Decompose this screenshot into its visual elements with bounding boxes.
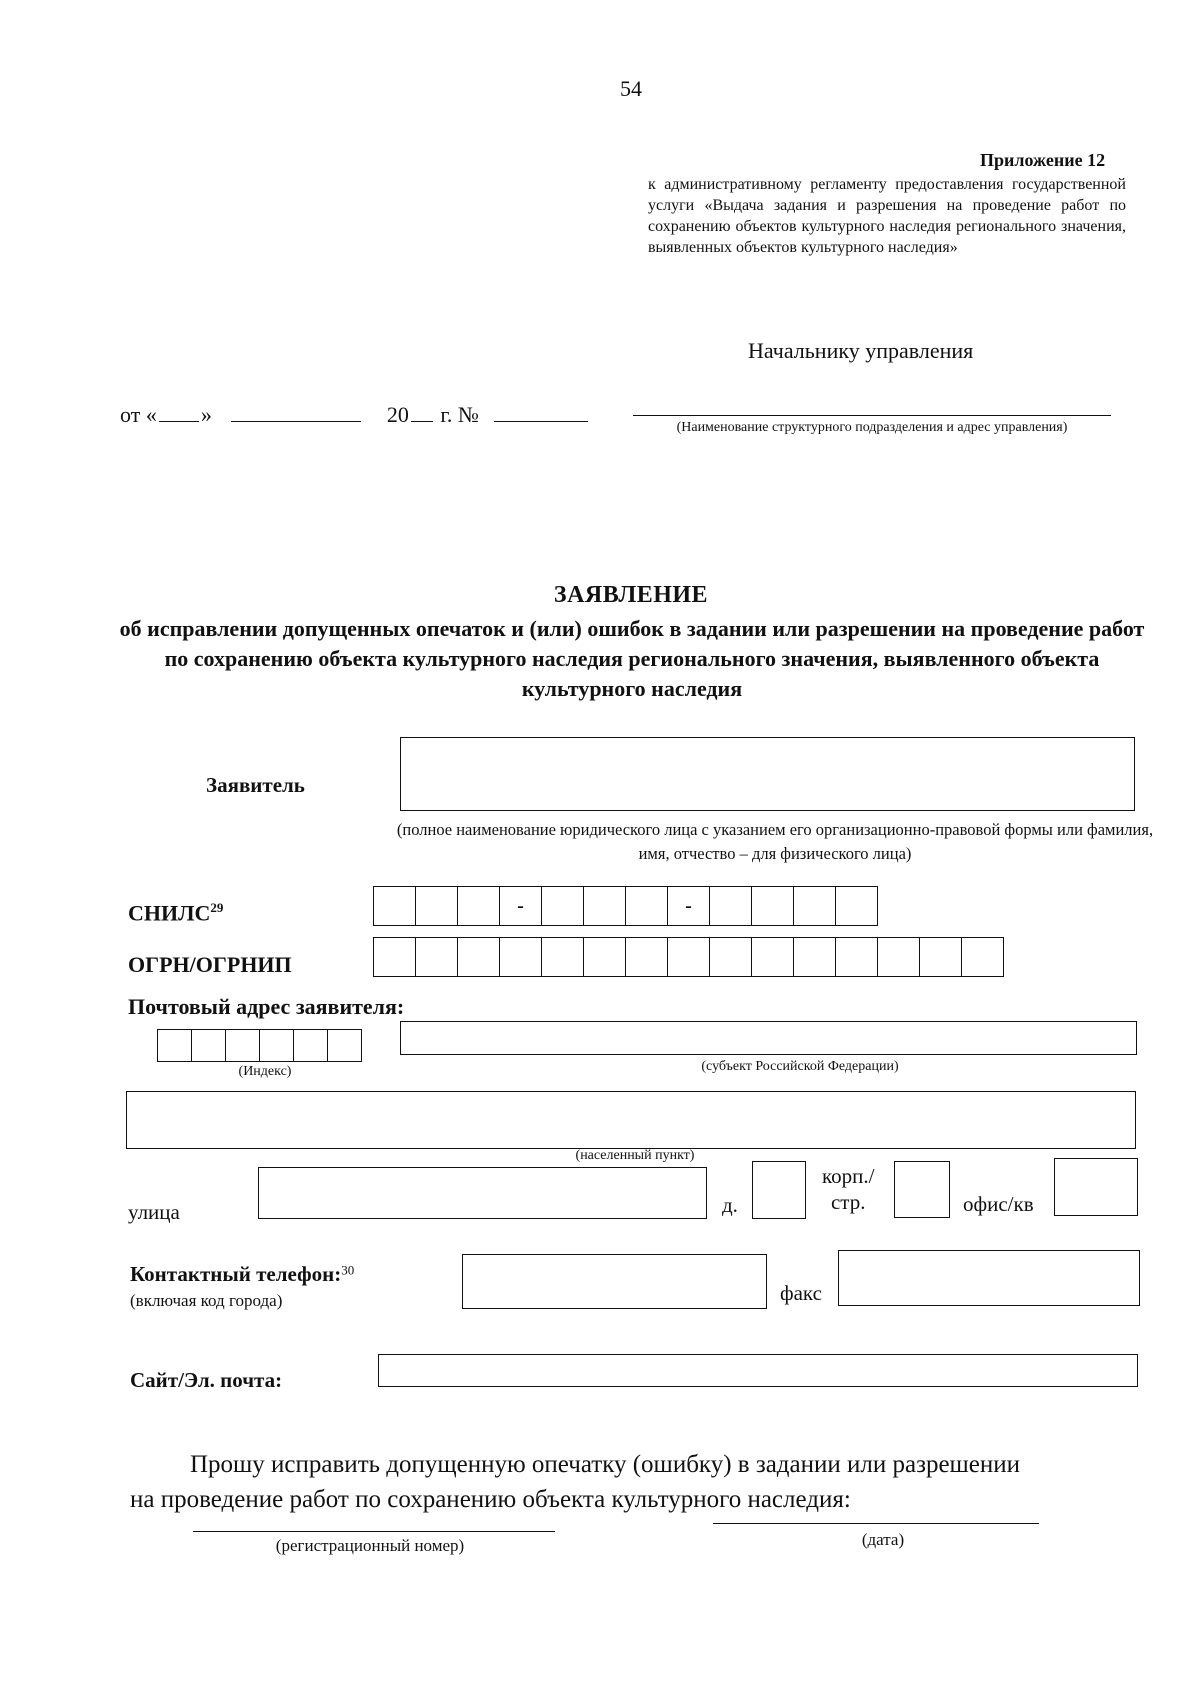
date-close-quote: » bbox=[200, 402, 212, 427]
postal-index-cell[interactable] bbox=[328, 1030, 361, 1061]
ogrn-cell[interactable] bbox=[416, 938, 458, 976]
postal-index-cell[interactable] bbox=[192, 1030, 226, 1061]
ogrn-cell[interactable] bbox=[752, 938, 794, 976]
street-label: улица bbox=[128, 1200, 180, 1224]
snils-cell[interactable] bbox=[374, 887, 416, 925]
ogrn-cell[interactable] bbox=[500, 938, 542, 976]
request-line-1: Прошу исправить допущенную опечатку (ошибку) в задании или разрешении bbox=[190, 1451, 1021, 1478]
street-field[interactable] bbox=[258, 1167, 707, 1219]
site-email-label: Сайт/Эл. почта: bbox=[130, 1368, 283, 1392]
snils-cell[interactable] bbox=[584, 887, 626, 925]
date-line bbox=[120, 402, 590, 428]
page-number: 54 bbox=[620, 76, 642, 101]
snils-separator: - bbox=[500, 887, 542, 925]
site-email-field[interactable] bbox=[378, 1354, 1138, 1387]
applicant-field[interactable] bbox=[400, 737, 1135, 811]
office-field[interactable] bbox=[1054, 1158, 1138, 1216]
building-label-line2: стр. bbox=[830, 1190, 866, 1214]
postal-index-cell[interactable] bbox=[294, 1030, 328, 1061]
reg-number-caption: (регистрационный номер) bbox=[275, 1536, 465, 1555]
date-caption: (дата) bbox=[861, 1530, 905, 1549]
doc-number-field[interactable] bbox=[494, 403, 588, 422]
snils-cell[interactable] bbox=[626, 887, 668, 925]
postal-index-cell[interactable] bbox=[226, 1030, 260, 1061]
locality-caption: (населенный пункт) bbox=[575, 1148, 695, 1163]
request-text bbox=[130, 1447, 1140, 1517]
postal-index-caption: (Индекс) bbox=[238, 1064, 292, 1079]
snils-footnote: 29 bbox=[210, 900, 224, 915]
ogrn-field[interactable] bbox=[373, 937, 1004, 977]
phone-field[interactable] bbox=[462, 1254, 767, 1309]
ogrn-cell[interactable] bbox=[962, 938, 1003, 976]
applicant-label: Заявитель bbox=[206, 773, 305, 797]
date-day-field[interactable] bbox=[159, 403, 199, 422]
ogrn-cell[interactable] bbox=[626, 938, 668, 976]
ogrn-cell[interactable] bbox=[374, 938, 416, 976]
ogrn-cell[interactable] bbox=[836, 938, 878, 976]
ogrn-cell[interactable] bbox=[584, 938, 626, 976]
ogrn-cell[interactable] bbox=[794, 938, 836, 976]
locality-field[interactable] bbox=[126, 1091, 1136, 1149]
snils-cell[interactable] bbox=[794, 887, 836, 925]
applicant-caption: (полное наименование юридического лица с указанием его организационно-правовой формы или фамилия, имя, отчество – для физического лица) bbox=[396, 820, 1154, 863]
date-year-field[interactable] bbox=[411, 403, 433, 422]
postal-index-cell[interactable] bbox=[158, 1030, 192, 1061]
office-label: офис/кв bbox=[963, 1192, 1034, 1216]
phone-label-text: Контактный телефон: bbox=[130, 1262, 342, 1286]
recipient-caption: (Наименование структурного подразделения и адрес управления) bbox=[676, 420, 1068, 435]
ogrn-cell[interactable] bbox=[878, 938, 920, 976]
region-caption: (субъект Российской Федерации) bbox=[701, 1059, 899, 1074]
date-from-label: от « bbox=[120, 402, 157, 427]
ogrn-cell[interactable] bbox=[710, 938, 752, 976]
phone-footnote: 30 bbox=[341, 1262, 355, 1278]
building-field[interactable] bbox=[894, 1161, 950, 1218]
snils-cell[interactable] bbox=[542, 887, 584, 925]
ogrn-cell[interactable] bbox=[458, 938, 500, 976]
snils-cell[interactable] bbox=[458, 887, 500, 925]
fax-field[interactable] bbox=[838, 1250, 1140, 1306]
snils-label-text: СНИЛС bbox=[128, 900, 211, 926]
request-line-2: на проведение работ по сохранению объекта культурного наследия: bbox=[130, 1486, 851, 1513]
postal-address-label: Почтовый адрес заявителя: bbox=[128, 994, 405, 1019]
document-subtitle: об исправлении допущенных опечаток и (или) ошибок в задании или разрешении на проведение работ по сохранению объекта культурного наследия регионального значения, выявленного объекта культурного наследия bbox=[119, 616, 1145, 701]
ogrn-cell[interactable] bbox=[668, 938, 710, 976]
snils-cell[interactable] bbox=[752, 887, 794, 925]
date-year-prefix: 20 bbox=[386, 402, 409, 427]
date-number-label: г. № bbox=[440, 402, 479, 427]
house-field[interactable] bbox=[752, 1161, 806, 1219]
ogrn-cell[interactable] bbox=[920, 938, 962, 976]
ogrn-label: ОГРН/ОГРНИП bbox=[128, 952, 292, 977]
snils-cell[interactable] bbox=[836, 887, 877, 925]
postal-index-cell[interactable] bbox=[260, 1030, 294, 1061]
snils-cell[interactable] bbox=[416, 887, 458, 925]
date-field[interactable] bbox=[713, 1523, 1039, 1524]
snils-cell[interactable] bbox=[710, 887, 752, 925]
building-label-line1: корп./ bbox=[822, 1164, 875, 1188]
snils-field[interactable] bbox=[373, 886, 878, 926]
recipient-field[interactable] bbox=[633, 415, 1111, 416]
recipient-title: Начальнику управления bbox=[748, 338, 974, 363]
postal-index-field[interactable] bbox=[157, 1029, 362, 1062]
reg-number-field[interactable] bbox=[193, 1531, 555, 1532]
snils-separator: - bbox=[668, 887, 710, 925]
house-label: д. bbox=[722, 1193, 738, 1217]
document-title: ЗАЯВЛЕНИЕ bbox=[553, 582, 709, 608]
phone-note: (включая код города) bbox=[130, 1291, 283, 1310]
appendix-text: к административному регламенту предоставления государственной услуги «Выдача задания и разрешения на проведение работ по сохранению объектов культурного наследия регионального значения, выявленных объектов культурного наследия» bbox=[648, 176, 1126, 256]
snils-label bbox=[128, 900, 223, 926]
ogrn-cell[interactable] bbox=[542, 938, 584, 976]
region-field[interactable] bbox=[400, 1021, 1137, 1055]
fax-label: факс bbox=[780, 1281, 822, 1305]
appendix-title: Приложение 12 bbox=[980, 150, 1106, 170]
building-label bbox=[822, 1163, 874, 1215]
phone-label bbox=[130, 1262, 354, 1287]
date-month-field[interactable] bbox=[231, 403, 361, 422]
